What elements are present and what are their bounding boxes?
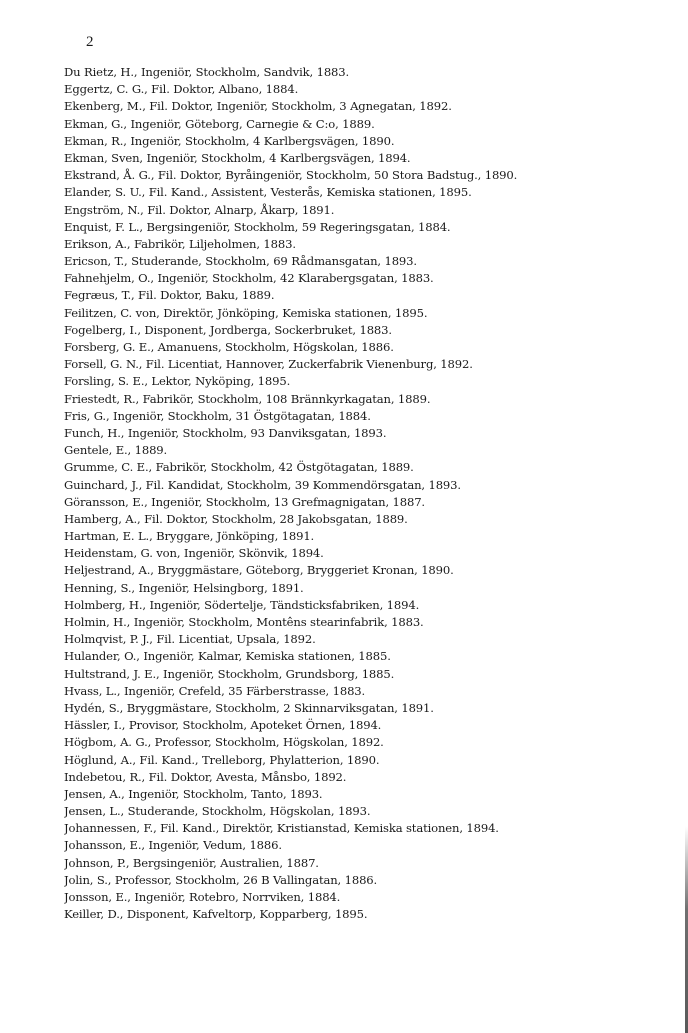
list-item: Fris, G., Ingeniör, Stockholm, 31 Östgötagatan, 1884. <box>64 408 371 423</box>
list-item: Gentele, E., 1889. <box>64 443 168 458</box>
list-item: Henning, S., Ingeniör, Helsingborg, 1891. <box>64 580 304 595</box>
list-item: Holmberg, H., Ingeniör, Södertelje, Tändsticksfabriken, 1894. <box>64 597 420 612</box>
list-item: Hvass, L., Ingeniör, Crefeld, 35 Färberstrasse, 1883. <box>64 683 366 698</box>
list-item: Indebetou, R., Fil. Doktor, Avesta, Månsbo, 1892. <box>64 769 347 784</box>
list-item: Guinchard, J., Fil. Kandidat, Stockholm, 39 Kommendörsgatan, 1893. <box>64 477 461 492</box>
list-item: Forsberg, G. E., Amanuens, Stockholm, Högskolan, 1886. <box>64 340 394 354</box>
list-item: Fegræus, T., Fil. Doktor, Baku, 1889. <box>64 288 275 303</box>
list-item: Jensen, L., Studerande, Stockholm, Högskolan, 1893. <box>64 804 371 819</box>
list-item: Ekman, G., Ingeniör, Göteborg, Carnegie & C:o, 1889. <box>64 116 375 131</box>
list-item: Erikson, A., Fabrikör, Liljeholmen, 1883. <box>64 236 296 251</box>
list-item: Funch, H., Ingeniör, Stockholm, 93 Danviksgatan, 1893. <box>64 425 387 440</box>
list-item: Hamberg, A., Fil. Doktor, Stockholm, 28 Jakobsgatan, 1889. <box>64 511 408 526</box>
list-item: Jensen, A., Ingeniör, Stockholm, Tanto, 1893. <box>64 786 323 801</box>
list-item: Göransson, E., Ingeniör, Stockholm, 13 Grefmagnigatan, 1887. <box>64 494 425 509</box>
list-item: Enquist, F. L., Bergsingeniör, Stockholm, 59 Regeringsgatan, 1884. <box>64 219 451 234</box>
list-item: Fogelberg, I., Disponent, Jordberga, Sockerbruket, 1883. <box>64 322 392 337</box>
list-item: Ericson, T., Studerande, Stockholm, 69 Rådmansgatan, 1893. <box>64 254 417 269</box>
list-item: Johannessen, F., Fil. Kand., Direktör, Kristianstad, Kemiska stationen, 1894. <box>64 821 499 836</box>
list-item: Heidenstam, G. von, Ingeniör, Skönvik, 1894. <box>64 546 324 561</box>
list-item: Johnson, P., Bergsingeniör, Australien, 1887. <box>64 855 319 870</box>
list-item: Forsling, S. E., Lektor, Nyköping, 1895. <box>64 374 291 389</box>
list-item: Johansson, E., Ingeniör, Vedum, 1886. <box>64 838 282 853</box>
list-item: Fahnehjelm, O., Ingeniör, Stockholm, 42 Klarabergsgatan, 1883. <box>64 271 434 286</box>
list-item: Ekman, Sven, Ingeniör, Stockholm, 4 Karlbergsvägen, 1894. <box>64 150 411 165</box>
list-item: Eggertz, C. G., Fil. Doktor, Albano, 1884. <box>64 82 299 97</box>
list-item: Elander, S. U., Fil. Kand., Assistent, Vesterås, Kemiska stationen, 1895. <box>64 185 472 200</box>
page-number: 2 <box>86 34 94 50</box>
list-item: Friestedt, R., Fabrikör, Stockholm, 108 Brännkyrkagatan, 1889. <box>64 391 431 406</box>
list-item: Ekman, R., Ingeniör, Stockholm, 4 Karlbergsvägen, 1890. <box>64 133 395 148</box>
list-item: Forsell, G. N., Fil. Licentiat, Hannover, Zuckerfabrik Vienenburg, 1892. <box>64 357 473 372</box>
list-item: Hartman, E. L., Bryggare, Jönköping, 1891. <box>64 529 315 544</box>
list-item: Högbom, A. G., Professor, Stockholm, Högskolan, 1892. <box>64 735 384 750</box>
list-item: Ekenberg, M., Fil. Doktor, Ingeniör, Stockholm, 3 Agnegatan, 1892. <box>64 99 452 114</box>
list-item: Keiller, D., Disponent, Kafveltorp, Kopparberg, 1895. <box>64 907 368 922</box>
list-item: Jolin, S., Professor, Stockholm, 26 B Vallingatan, 1886. <box>64 872 378 887</box>
list-item: Grumme, C. E., Fabrikör, Stockholm, 42 Östgötagatan, 1889. <box>64 460 414 475</box>
list-item: Holmin, H., Ingeniör, Stockholm, Montêns stearinfabrik, 1883. <box>64 615 424 629</box>
list-item: Höglund, A., Fil. Kand., Trelleborg, Phylatterion, 1890. <box>64 752 380 767</box>
list-item: Engström, N., Fil. Doktor, Alnarp, Åkarp, 1891. <box>64 202 335 217</box>
list-item: Jonsson, E., Ingeniör, Rotebro, Norrviken, 1884. <box>64 890 341 904</box>
list-item: Hulander, O., Ingeniör, Kalmar, Kemiska stationen, 1885. <box>64 649 391 664</box>
list-item: Du Rietz, H., Ingeniör, Stockholm, Sandvik, 1883. <box>64 65 350 79</box>
list-item: Hydén, S., Bryggmästare, Stockholm, 2 Skinnarviksgatan, 1891. <box>64 700 434 715</box>
list-item: Ekstrand, Å. G., Fil. Doktor, Byråingeniör, Stockholm, 50 Stora Badstug., 1890. <box>64 168 518 183</box>
list-item: Hässler, I., Provisor, Stockholm, Apoteket Örnen, 1894. <box>64 718 382 733</box>
list-item: Hultstrand, J. E., Ingeniör, Stockholm, Grundsborg, 1885. <box>64 666 395 681</box>
list-item: Heljestrand, A., Bryggmästare, Göteborg, Bryggeriet Kronan, 1890. <box>64 563 454 578</box>
list-item: Feilitzen, C. von, Direktör, Jönköping, Kemiska stationen, 1895. <box>64 305 428 320</box>
list-item: Holmqvist, P. J., Fil. Licentiat, Upsala, 1892. <box>64 632 316 647</box>
member-list <box>64 64 679 923</box>
